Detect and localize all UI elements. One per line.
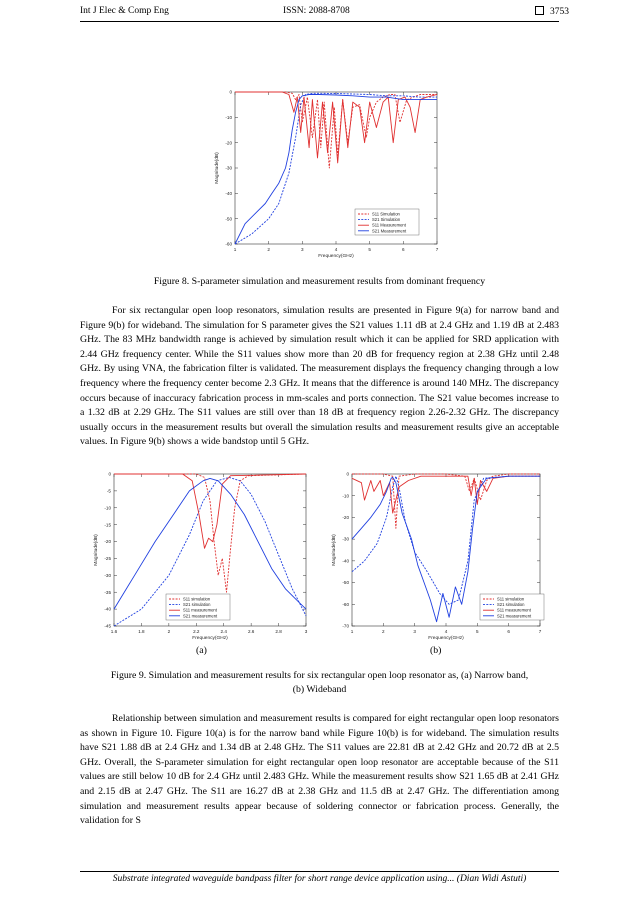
figure-9b [322,466,548,644]
figure-9-caption-line2: (b) Wideband [292,684,347,695]
legend-entry: S11 Measurement [372,222,406,228]
x-tick-label: 1.8 [138,629,145,634]
legend-entry: S21 measurement [497,613,532,619]
y-tick-label: -10 [104,505,111,511]
x-tick-label: 2 [382,629,385,634]
x-tick-label: 6 [402,247,405,252]
y-tick-label: -15 [104,522,111,528]
y-tick-label: -30 [342,536,349,542]
figure-8-caption: Figure 8. S-parameter simulation and measurement results from dominant frequency [153,276,486,287]
header-issn: ISSN: 2088-8708 [283,6,350,16]
x-axis-label: Frequency(GHz) [428,636,464,641]
figure-8 [205,84,445,264]
y-axis-label: Magnitude(dB) [215,152,220,184]
legend-entry: S11 measurement [497,607,531,613]
figure-9a [84,466,314,644]
legend-entry: S21 measurement [183,613,218,619]
y-axis-label: Magnitude(dB) [332,534,337,566]
y-tick-label: -50 [225,216,232,222]
legend-entry: S11 measurement [183,607,217,613]
legend-entry: S21 simulation [497,602,525,608]
legend-entry: S21 Measurement [372,228,407,234]
x-tick-label: 2.2 [193,629,200,634]
x-tick-label: 7 [435,247,439,252]
y-tick-label: -70 [342,623,349,629]
y-tick-label: -50 [342,580,349,586]
figure-9a-chart [84,466,314,644]
header-page [535,6,569,17]
x-tick-label: 2 [267,247,270,252]
x-axis-label: Frequency(GHz) [192,636,228,641]
y-tick-label: -60 [225,241,232,247]
footer-rule [80,871,559,872]
x-tick-label: 5 [476,629,479,634]
x-tick-label: 2.6 [247,629,255,634]
y-tick-label: 0 [108,471,111,477]
figure-9a-label: (a) [196,645,207,656]
x-tick-label: 1 [233,247,237,252]
legend-entry: S21 simulation [183,602,211,608]
x-tick-label: 4 [334,247,338,252]
y-tick-label: -35 [104,589,111,595]
figure-9b-label: (b) [430,645,442,656]
y-tick-label: -20 [225,140,232,146]
x-tick-label: 3 [301,247,304,252]
header-rule [80,21,559,22]
x-tick-label: 2.4 [220,629,227,634]
x-tick-label: 1.6 [110,629,118,634]
legend-entry: S21 Simulation [372,217,401,223]
paragraph-1: For six rectangular open loop resonators, simulation results are presented in Figure 9(a) for narrow band and Figure 9(b) for wideband. The simulation for S parameter gives the S21 values 1.11 dB at 2.4 GHz and 1.19 dB at 2.483 GHz. The 83 MHz bandwidth range is achieved by simulation result which it can be applied for SRD application with 2.44 GHz frequency center. While the S11 values show more than 20 dB for frequency region at 2.38 GHz until 2.48 GHz. By using VNA, the fabrication filter is validated. The measurement displays the frequency changing through a low frequency where the frequency center become 2.3 GHz. It means that the difference is around 140 MHz. The discrepancy occurs because of inaccuracy fabrication process in mm-scales and ports connection. The S21 value becomes increase to a 1.32 dB at 2.29 GHz. The S11 values are still over than 18 dB at frequency region 2.26-2.32 GHz. The discrepancy usually occurs in the measurement results but overall the simulation results and measurement results give an acceptable values. In Figure 9(b) shows a wide bandstop until 5 GHz. [80,305,559,448]
x-axis-label: Frequency(GHz) [318,254,354,259]
y-tick-label: -5 [106,488,111,494]
checkbox-square-icon [535,6,544,15]
y-tick-label: -20 [104,539,111,545]
footer-title: Substrate integrated waveguide bandpass filter for short range device application using... (Dian Widi Astuti) [112,874,527,884]
y-tick-label: -40 [225,190,232,196]
y-tick-label: -10 [225,114,232,120]
figure-9-caption-line1: Figure 9. Simulation and measurement results for six rectangular open loop resonator as, (a) Narrow band, [110,670,529,681]
y-axis-label: Magnitude(dB) [94,534,99,566]
paragraph-2: Relationship between simulation and measurement results is compared for eight rectangular open loop resonators as shown in Figure 10. Figure 10(a) is for the narrow band while Figure 10(b) is for wideband. The simulation results have S21 1.88 dB at 2.4 GHz and 1.34 dB at 2.48 GHz. The S11 values are 22.81 dB at 2.42 GHz and 20.72 dB at 2.5 GHz. Overall, the S-parameter simulation for eight rectangular open loop resonator are acceptable because of the S11 values are still below 10 dB for 2.4 GHz until 2.483 GHz. While the measurement results show S21 1.65 dB at 2.41 GHz and 2.15 dB at 2.47 GHz. The S11 are 16.27 dB at 2.38 GHz and 11.5 dB at 2.47 GHz. The differentiation among simulation and measurement results appear because of soldering connector or fabrication process. Generally, the validation for S [80,713,559,827]
y-tick-label: -10 [342,493,349,499]
x-tick-label: 4 [444,629,448,634]
x-tick-label: 3 [413,629,416,634]
y-tick-label: -30 [104,572,111,578]
y-tick-label: -20 [342,515,349,521]
legend-entry: S11 simulation [183,596,211,602]
y-tick-label: -40 [104,606,111,612]
figure-9b-chart [322,466,548,644]
y-tick-label: 0 [346,471,349,477]
x-tick-label: 3 [304,629,308,634]
y-tick-label: -25 [104,556,111,562]
y-tick-label: 0 [229,89,232,95]
y-tick-label: -30 [225,165,232,171]
x-tick-label: 1 [350,629,354,634]
x-tick-label: 7 [538,629,542,634]
figure-8-chart [205,84,445,264]
header-page-number: 3753 [550,7,569,17]
y-tick-label: -45 [104,623,111,629]
x-tick-label: 2 [167,629,171,634]
legend-entry: S11 Simulation [372,211,400,217]
y-tick-label: -40 [342,558,349,564]
x-tick-label: 2.8 [275,629,282,634]
x-tick-label: 5 [368,247,371,252]
header-journal: Int J Elec & Comp Eng [80,6,169,16]
y-tick-label: -60 [342,601,349,607]
x-tick-label: 6 [507,629,510,634]
legend-entry: S11 simulation [497,596,525,602]
